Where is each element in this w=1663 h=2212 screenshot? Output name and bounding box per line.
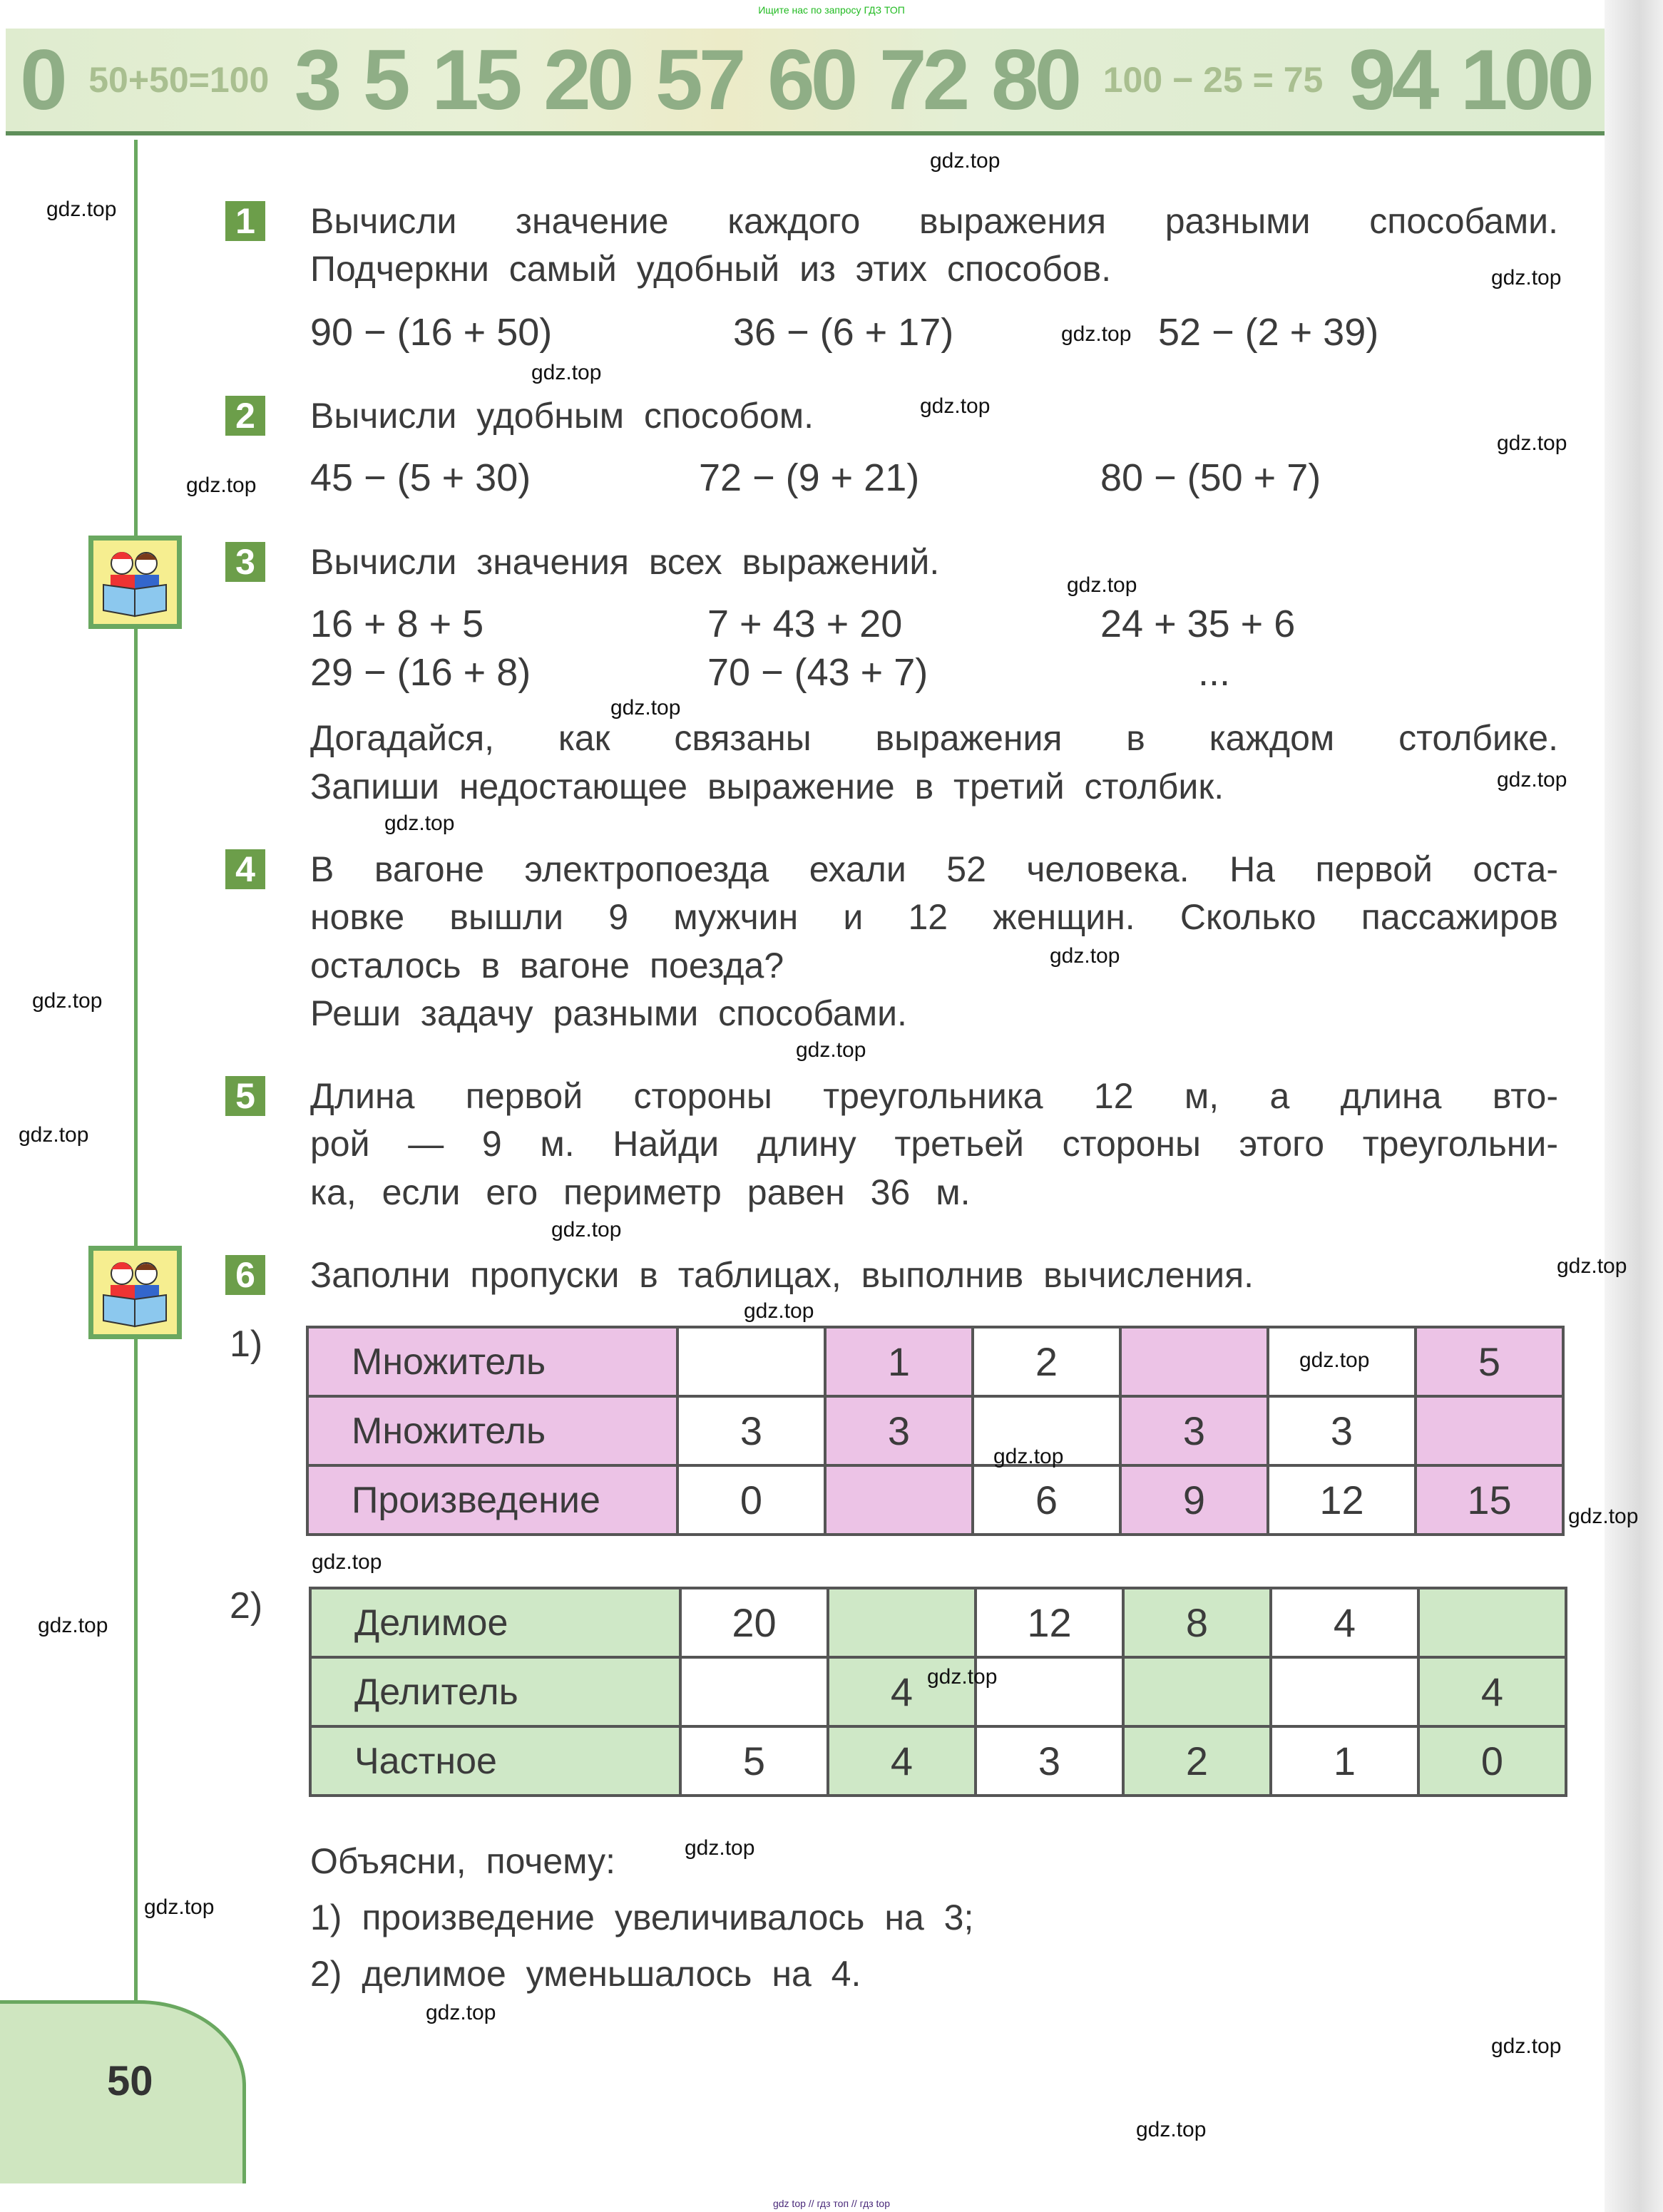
watermark: gdz.top (312, 1550, 382, 1574)
task-number-badge: 3 (225, 542, 265, 582)
table-cell[interactable]: 9 (1120, 1465, 1268, 1535)
watermark: gdz.top (144, 1895, 215, 1919)
banner-number: 57 (655, 32, 742, 128)
banner-number: 72 (879, 32, 966, 128)
table-cell[interactable]: 6 (973, 1465, 1120, 1535)
task-number-badge: 2 (225, 396, 265, 436)
banner-number: 0 (20, 32, 63, 128)
task-text: ка, если его периметр равен 36 м. (310, 1172, 971, 1212)
expression: 29 − (16 + 8) (310, 651, 531, 694)
pair-work-icon (88, 536, 182, 629)
task-text: Заполни пропуски в таблицах, выполнив вычисления. (310, 1255, 1254, 1295)
task-text: осталось в вагоне поезда? (310, 946, 784, 985)
row-label: Делимое (310, 1588, 680, 1657)
table-cell[interactable]: 4 (828, 1726, 976, 1796)
watermark: gdz.top (610, 696, 681, 720)
expression: 36 − (6 + 17) (733, 311, 954, 354)
explain-heading: Объясни, почему: (310, 1841, 615, 1881)
table-cell[interactable]: 3 (677, 1396, 825, 1465)
banner-number: 3 (294, 32, 338, 128)
watermark: gdz.top (38, 1614, 108, 1637)
watermark: gdz.top (1491, 2034, 1562, 2058)
table-cell[interactable]: 15 (1416, 1465, 1563, 1535)
task-text: Вычисли значения всех выражений. (310, 542, 940, 582)
watermark: gdz.top (1061, 322, 1132, 346)
table-row (310, 1588, 1566, 1657)
table-row (307, 1465, 1563, 1535)
watermark: gdz.top (993, 1445, 1064, 1468)
row-label: Делитель (310, 1657, 680, 1726)
banner-number: 60 (767, 32, 854, 128)
table-cell[interactable] (1418, 1588, 1566, 1657)
table-cell[interactable] (1271, 1657, 1418, 1726)
table-cell[interactable]: 0 (1418, 1726, 1566, 1796)
task-text: рой — 9 м. Найди длину третьей стороны этого треугольни- (310, 1124, 1558, 1164)
banner-number: 100 (1460, 32, 1590, 128)
footer-note: gdz top // гдз топ // гдз top (772, 2198, 891, 2209)
expression: 90 − (16 + 50) (310, 311, 553, 354)
page-number: 50 (107, 2058, 153, 2104)
table-cell[interactable] (825, 1465, 973, 1535)
table-cell[interactable]: 0 (677, 1465, 825, 1535)
expression: 72 − (9 + 21) (699, 456, 920, 499)
table-cell[interactable]: 2 (1123, 1726, 1271, 1796)
task-text: Длина первой стороны треугольника 12 м, а длина вто- (310, 1076, 1558, 1116)
table-cell[interactable]: 1 (825, 1327, 973, 1396)
row-label: Множитель (307, 1327, 677, 1396)
watermark: gdz.top (1568, 1505, 1639, 1528)
task-text: В вагоне электропоезда ехали 52 человека. На первой оста- (310, 849, 1558, 889)
table-cell[interactable] (1123, 1657, 1271, 1726)
watermark: gdz.top (384, 811, 455, 835)
margin-line (134, 140, 138, 2008)
table-cell[interactable] (1416, 1396, 1563, 1465)
table-row (307, 1396, 1563, 1465)
banner-number: 5 (362, 32, 406, 128)
banner-equation: 100 − 25 = 75 (1102, 60, 1324, 100)
watermark: gdz.top (1557, 1254, 1627, 1278)
table-cell[interactable] (680, 1657, 828, 1726)
watermark: gdz.top (551, 1218, 622, 1241)
expression: 80 − (50 + 7) (1100, 456, 1321, 499)
row-label: Множитель (307, 1396, 677, 1465)
explain-item: 1) произведение увеличивалось на 3; (310, 1898, 974, 1937)
banner-number: 94 (1348, 32, 1436, 128)
table-cell[interactable] (976, 1657, 1123, 1726)
table-label: 2) (230, 1585, 263, 1627)
table-cell[interactable] (677, 1327, 825, 1396)
task-text: Реши задачу разными способами. (310, 993, 907, 1033)
table-cell[interactable]: 5 (680, 1726, 828, 1796)
watermark: gdz.top (1497, 768, 1567, 792)
table-cell[interactable]: 5 (1416, 1327, 1563, 1396)
watermark: gdz.top (426, 2001, 496, 2024)
top-note: Ищите нас по запросу ГДЗ ТОП (758, 4, 905, 16)
table-cell[interactable]: 12 (976, 1588, 1123, 1657)
table-row (307, 1327, 1563, 1396)
watermark: gdz.top (531, 361, 602, 384)
page-edge-shadow (1605, 0, 1663, 2212)
watermark: gdz.top (1136, 2118, 1207, 2141)
watermark: gdz.top (1491, 266, 1562, 290)
watermark: gdz.top (930, 149, 1001, 173)
pair-work-icon (88, 1246, 182, 1339)
task-text: Вычисли значение каждого выражения разными способами. (310, 201, 1558, 241)
table-cell[interactable]: 20 (680, 1588, 828, 1657)
division-table (309, 1587, 1567, 1797)
missing-expression: ... (1198, 651, 1231, 694)
row-label: Произведение (307, 1465, 677, 1535)
watermark: gdz.top (46, 198, 117, 221)
explain-item: 2) делимое уменьшалось на 4. (310, 1954, 861, 1994)
expression: 45 − (5 + 30) (310, 456, 531, 499)
watermark: gdz.top (685, 1836, 755, 1860)
watermark: gdz.top (32, 989, 103, 1013)
task-number-badge: 6 (225, 1255, 265, 1295)
expression: 70 − (43 + 7) (707, 651, 928, 694)
watermark: gdz.top (796, 1038, 866, 1062)
expression: 24 + 35 + 6 (1100, 603, 1296, 645)
banner-number: 20 (543, 32, 630, 128)
expression: 7 + 43 + 20 (707, 603, 903, 645)
task-number-badge: 4 (225, 849, 265, 889)
table-cell[interactable]: 4 (1418, 1657, 1566, 1726)
banner-equation: 50+50=100 (88, 60, 270, 100)
banner-number: 15 (431, 32, 518, 128)
header-banner (6, 29, 1605, 135)
task-text: Вычисли удобным способом. (310, 396, 814, 436)
row-label: Частное (310, 1726, 680, 1796)
watermark: gdz.top (186, 473, 257, 497)
watermark: gdz.top (1497, 431, 1567, 455)
watermark: gdz.top (1067, 573, 1137, 597)
watermark: gdz.top (1050, 944, 1120, 968)
table-cell[interactable] (1120, 1327, 1268, 1396)
table-cell[interactable]: 3 (976, 1726, 1123, 1796)
watermark: gdz.top (927, 1665, 998, 1689)
table-cell[interactable]: 8 (1123, 1588, 1271, 1657)
expression: 16 + 8 + 5 (310, 603, 484, 645)
expression: 52 − (2 + 39) (1158, 311, 1379, 354)
table-row (310, 1726, 1566, 1796)
multiplication-table (306, 1326, 1565, 1536)
task-number-badge: 1 (225, 201, 265, 241)
table-cell[interactable]: 1 (1271, 1726, 1418, 1796)
table-cell[interactable]: 2 (973, 1327, 1120, 1396)
table-cell[interactable]: 3 (1268, 1396, 1416, 1465)
table-cell[interactable]: 4 (828, 1657, 976, 1726)
task-text: Запиши недостающее выражение в третий столбик. (310, 767, 1224, 807)
watermark: gdz.top (920, 394, 991, 418)
task-text: Подчеркни самый удобный из этих способов. (310, 249, 1112, 289)
task-text: новке вышли 9 мужчин и 12 женщин. Сколько пассажиров (310, 897, 1558, 937)
watermark: gdz.top (1299, 1348, 1370, 1372)
task-number-badge: 5 (225, 1076, 265, 1116)
table-label: 1) (230, 1323, 263, 1365)
table-cell[interactable]: 12 (1268, 1465, 1416, 1535)
table-cell[interactable]: 3 (825, 1396, 973, 1465)
task-text: Догадайся, как связаны выражения в каждом столбике. (310, 718, 1558, 758)
table-cell[interactable] (828, 1588, 976, 1657)
table-cell[interactable]: 3 (1120, 1396, 1268, 1465)
table-cell[interactable]: 4 (1271, 1588, 1418, 1657)
watermark: gdz.top (744, 1299, 814, 1323)
watermark: gdz.top (19, 1123, 89, 1147)
banner-number: 80 (991, 32, 1078, 128)
